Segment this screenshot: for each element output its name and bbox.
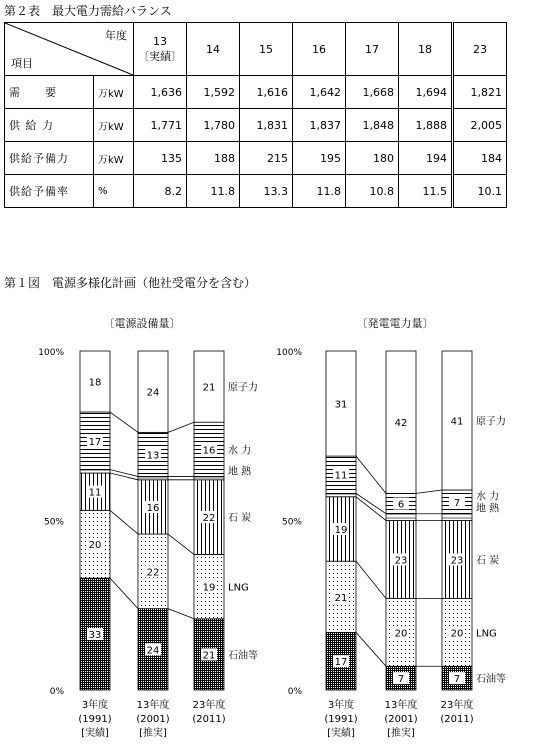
connector-line [356,493,386,513]
category-label: (1991) [78,714,112,725]
chart-title: 〔発電電力量〕 [356,317,434,330]
legend-label: 原子力 [476,416,506,428]
cell: 1,636 [134,76,187,109]
row-label: 供 給 力 [5,109,94,142]
data-label: 19 [202,582,216,594]
bar-segment [194,476,224,479]
data-label: 11 [88,487,102,499]
cell: 1,694 [399,76,453,109]
y-tick-label: 0% [49,687,64,697]
cell: 11.8 [187,175,240,208]
connector-line [356,497,386,521]
connector-line [110,473,138,480]
cell: 1,780 [187,109,240,142]
cell: 1,821 [453,76,507,109]
category-label: [実績] [327,728,355,739]
bar-segment [80,470,110,473]
category-label: (2001) [136,714,170,725]
data-label: 31 [334,399,348,411]
year-header: 13 〔実績〕 [134,23,187,76]
cell: 184 [453,142,507,175]
category-label: 23年度 [192,700,226,711]
cell: 188 [187,142,240,175]
year-header: 18 [399,23,453,76]
data-label: 7 [453,674,461,686]
data-label: 41 [450,416,464,428]
connector-line [168,609,194,619]
category-label: [推実] [139,728,167,739]
supply-demand-table [4,22,507,208]
y-tick-label: 100% [38,348,64,358]
data-label: 17 [88,436,102,448]
data-label: 24 [146,645,160,657]
data-label: 20 [88,540,102,552]
data-label: 22 [146,567,160,579]
data-label: 21 [202,650,216,662]
legend-label: 水 力 [228,445,252,457]
cell: 1,771 [134,109,187,142]
cell: 135 [134,142,187,175]
data-label: 23 [394,555,408,567]
data-label: 33 [88,630,102,642]
cell: 11.5 [399,175,453,208]
year-header: 14 [187,23,240,76]
category-label: 3年度 [81,700,109,711]
corner-year-label: 年度 [105,29,127,42]
cell: 10.1 [453,175,507,208]
cell: 13.3 [240,175,293,208]
cell: 1,837 [293,109,346,142]
cell: 1,592 [187,76,240,109]
data-label: 42 [394,418,408,430]
cell: 215 [240,142,293,175]
category-label: 23年度 [440,700,474,711]
category-label: [推実] [387,728,415,739]
legend-label: LNG [476,628,497,640]
row-unit: % [94,175,134,208]
data-label: 11 [334,470,348,482]
cell: 1,668 [346,76,399,109]
connector-line [110,412,138,432]
table-row [5,109,507,142]
year-header: 17 [346,23,399,76]
data-label: 7 [453,497,461,509]
category-label: (1991) [324,714,358,725]
legend-label: 地 熱 [228,466,252,478]
bar-segment [386,514,416,521]
data-label: 24 [146,387,160,399]
data-label: 23 [450,555,464,567]
legend-label: 地 熱 [476,503,500,515]
data-label: 20 [394,628,408,640]
legend-label: 原子力 [228,382,258,394]
connector-line [110,470,138,477]
category-label: 13年度 [136,700,170,711]
cell: 8.2 [134,175,187,208]
data-label: 7 [397,674,405,686]
data-label: 22 [202,513,216,525]
corner-cell [5,23,134,76]
data-label: 19 [334,524,348,536]
table-row [5,76,507,109]
data-label: 16 [202,445,216,457]
cell: 195 [293,142,346,175]
power-source-charts [0,300,533,754]
year-header: 16 [293,23,346,76]
corner-item-label: 項目 [11,57,33,70]
row-label: 需 要 [5,76,94,109]
legend-label: LNG [228,582,249,594]
row-unit: 万kW [94,142,134,175]
cell: 1,848 [346,109,399,142]
data-label: 21 [202,382,216,394]
category-label: (2011) [192,714,226,725]
legend-label: 石油等 [476,674,506,686]
cell: 194 [399,142,453,175]
cell: 10.8 [346,175,399,208]
cell: 1,642 [293,76,346,109]
cell: 1,888 [399,109,453,142]
data-label: 21 [334,592,348,604]
row-label: 供給予備率 [5,175,94,208]
legend-label: 石 炭 [476,555,500,567]
category-label: 3年度 [327,700,355,711]
cell: 1,616 [240,76,293,109]
cell: 2,005 [453,109,507,142]
connector-line [168,422,194,432]
connector-line [416,490,442,493]
y-tick-label: 0% [287,687,302,697]
generation-chart [276,316,506,739]
capacity-chart [38,316,258,739]
row-unit: 万kW [94,109,134,142]
data-label: 6 [397,499,405,511]
bar-segment [326,493,356,496]
legend-label: 石油等 [228,650,258,662]
connector-line [356,561,386,598]
category-label: (2001) [384,714,418,725]
legend-label: 水 力 [476,491,500,503]
connector-line [356,632,386,666]
y-tick-label: 50% [281,517,302,528]
table-row [5,175,507,208]
table-title: 第２表 最大電力需給バランス [4,4,172,18]
category-label: [実績] [81,728,109,739]
table-row [5,142,507,175]
connector-line [110,578,138,609]
connector-line [110,510,138,534]
row-label: 供給予備力 [5,142,94,175]
connector-line [356,456,386,493]
y-tick-label: 50% [43,517,64,528]
bar-segment [442,514,472,521]
data-label: 17 [334,657,348,669]
chart-title: 〔電源設備量〕 [103,317,181,330]
data-label: 13 [146,450,160,462]
data-label: 20 [450,628,464,640]
legend-label: 石 炭 [228,513,252,525]
year-header: 23 [453,23,507,76]
row-unit: 万kW [94,76,134,109]
data-label: 16 [146,502,160,514]
data-label: 18 [88,377,102,389]
category-label: 13年度 [384,700,418,711]
figure-title: 第１図 電源多様化計画（他社受電分を含む） [4,276,257,290]
cell: 180 [346,142,399,175]
category-label: (2011) [440,714,474,725]
connector-line [168,534,194,554]
year-header: 15 [240,23,293,76]
bar-segment [138,476,168,479]
cell: 1,831 [240,109,293,142]
table-header-row [5,23,507,76]
cell: 11.8 [293,175,346,208]
y-tick-label: 100% [276,348,302,358]
